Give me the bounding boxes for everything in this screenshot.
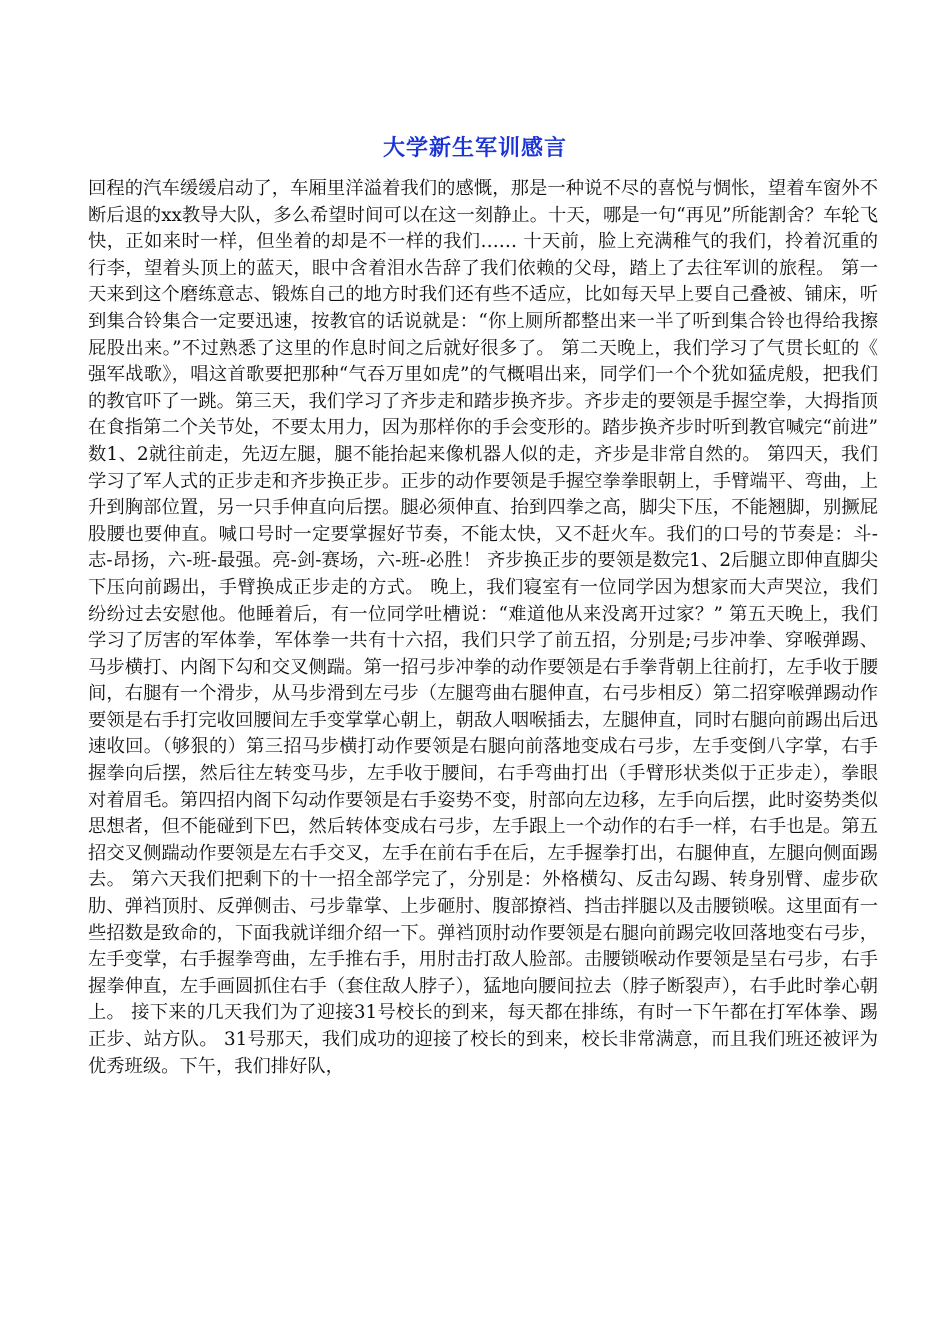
document-body-text: 回程的汽车缓缓启动了，车厢里洋溢着我们的感慨，那是一种说不尽的喜悦与惆怅，望着车窗外不断后退的xx教导大队，多么希望时间可以在这一刻静止。十天，哪是一句“再见”所能割舍？车轮飞快，正如来时一样，但坐着的却是不一样的我们…… 十天前，脸上充满稚气的我们，拎着沉重的行李，望着头顶上的蓝天，眼中含着泪水告辞了我们依赖的父母，踏上了去往军训的旅程。 第一天来到这个磨练意志、锻炼自己的地方时我们还有些不适应，比如每天早上要自己叠被、铺床，听到集合铃集合一定要迅速，按教官的话说就是：“你上厕所都整出来一半了听到集合铃也得给我擦屁股出来。”不过熟悉了这里的作息时间之后就好很多了。 第二天晚上，我们学习了气贯长虹的《强军战歌》，唱这首歌要把那种“气吞万里如虎”的气概唱出来，同学们一个个犹如猛虎般，把我们的教官吓了一跳。第三天，我们学习了齐步走和踏步换齐步。齐步走的要领是手握空拳，大拇指顶在食指第二个关节处，不要太用力，因为那样你的手会变形的。踏步换齐步时听到教官喊完“前进”数1、2就往前走，先迈左腿，腿不能抬起来像机器人似的走，齐步是非常自然的。 第四天，我们学习了军人式的正步走和齐步换正步。正步的动作要领是手握空拳拳眼朝上，手臂端平、弯曲，上升到胸部位置，另一只手伸直向后摆。腿必须伸直、抬到四拳之高，脚尖下压，不能翘脚，别撅屁股腰也要伸直。喊口号时一定要掌握好节奏，不能太快，又不赶火车。我们的口号的节奏是：斗-志-昂扬，六-班-最强。亮-剑-赛场，六-班-必胜！ 齐步换正步的要领是数完1、2后腿立即伸直脚尖下压向前踢出，手臂换成正步走的方式。 晚上，我们寝室有一位同学因为想家而大声哭泣，我们纷纷过去安慰他。他睡着后，有一位同学吐槽说：“难道他从来没离开过家？” 第五天晚上，我们学习了厉害的军体拳，军体拳一共有十六招，我们只学了前五招，分别是;弓步冲拳、穿喉弹踢、马步横打、内阁下勾和交叉侧踹。第一招弓步冲拳的动作要领是右手拳背朝上往前打，左手收于腰间，右腿有一个滑步，从马步滑到左弓步（左腿弯曲右腿伸直，右弓步相反）第二招穿喉弹踢动作要领是右手打完收回腰间左手变掌掌心朝上，朝敌人咽喉插去，左腿伸直，同时右腿向前踢出后迅速收回。（够狠的）第三招马步横打动作要领是右腿向前落地变成右弓步，左手变倒八字掌，右手握拳向后摆，然后往左转变马步，左手收于腰间，右手弯曲打出（手臂形状类似于正步走），拳眼对着眉毛。第四招内阁下勾动作要领是右手姿势不变，肘部向左边移，左手向后摆，此时姿势类似思想者，但不能碰到下巴，然后转体变成右弓步，左手跟上一个动作的右手一样，右手也是。第五招交叉侧踹动作要领是左右手交叉，左手在前右手在后，左手握拳打出，右腿伸直，左腿向侧面踢去。 第六天我们把剩下的十一招全部学完了，分别是：外格横勾、反击勾踢、转身别臂、虚步砍肋、弹裆顶肘、反弹侧击、弓步靠掌、上步砸肘、腹部撩裆、挡击拌腿以及击腰锁喉。这里面有一些招数是致命的，下面我就详细介绍一下。弹裆顶肘动作要领是右腿向前踢完收回落地变右弓步，左手变掌，右手握拳弯曲，左手推右手，用肘击打敌人脸部。击腰锁喉动作要领是呈右弓步，右手握拳伸直，左手画圆抓住右手（套住敌人脖子），猛地向腰间拉去（脖子断裂声），右手此时拳心朝上。 接下来的几天我们为了迎接31号校长的到来，每天都在排练，有时一下午都在打军体拳、踢正步、站方队。 31号那天，我们成功的迎接了校长的到来，校长非常满意，而且我们班还被评为优秀班级。下午，我们排好队， [88, 178, 878, 1077]
document-title: 大学新生军训感言 [382, 136, 567, 161]
